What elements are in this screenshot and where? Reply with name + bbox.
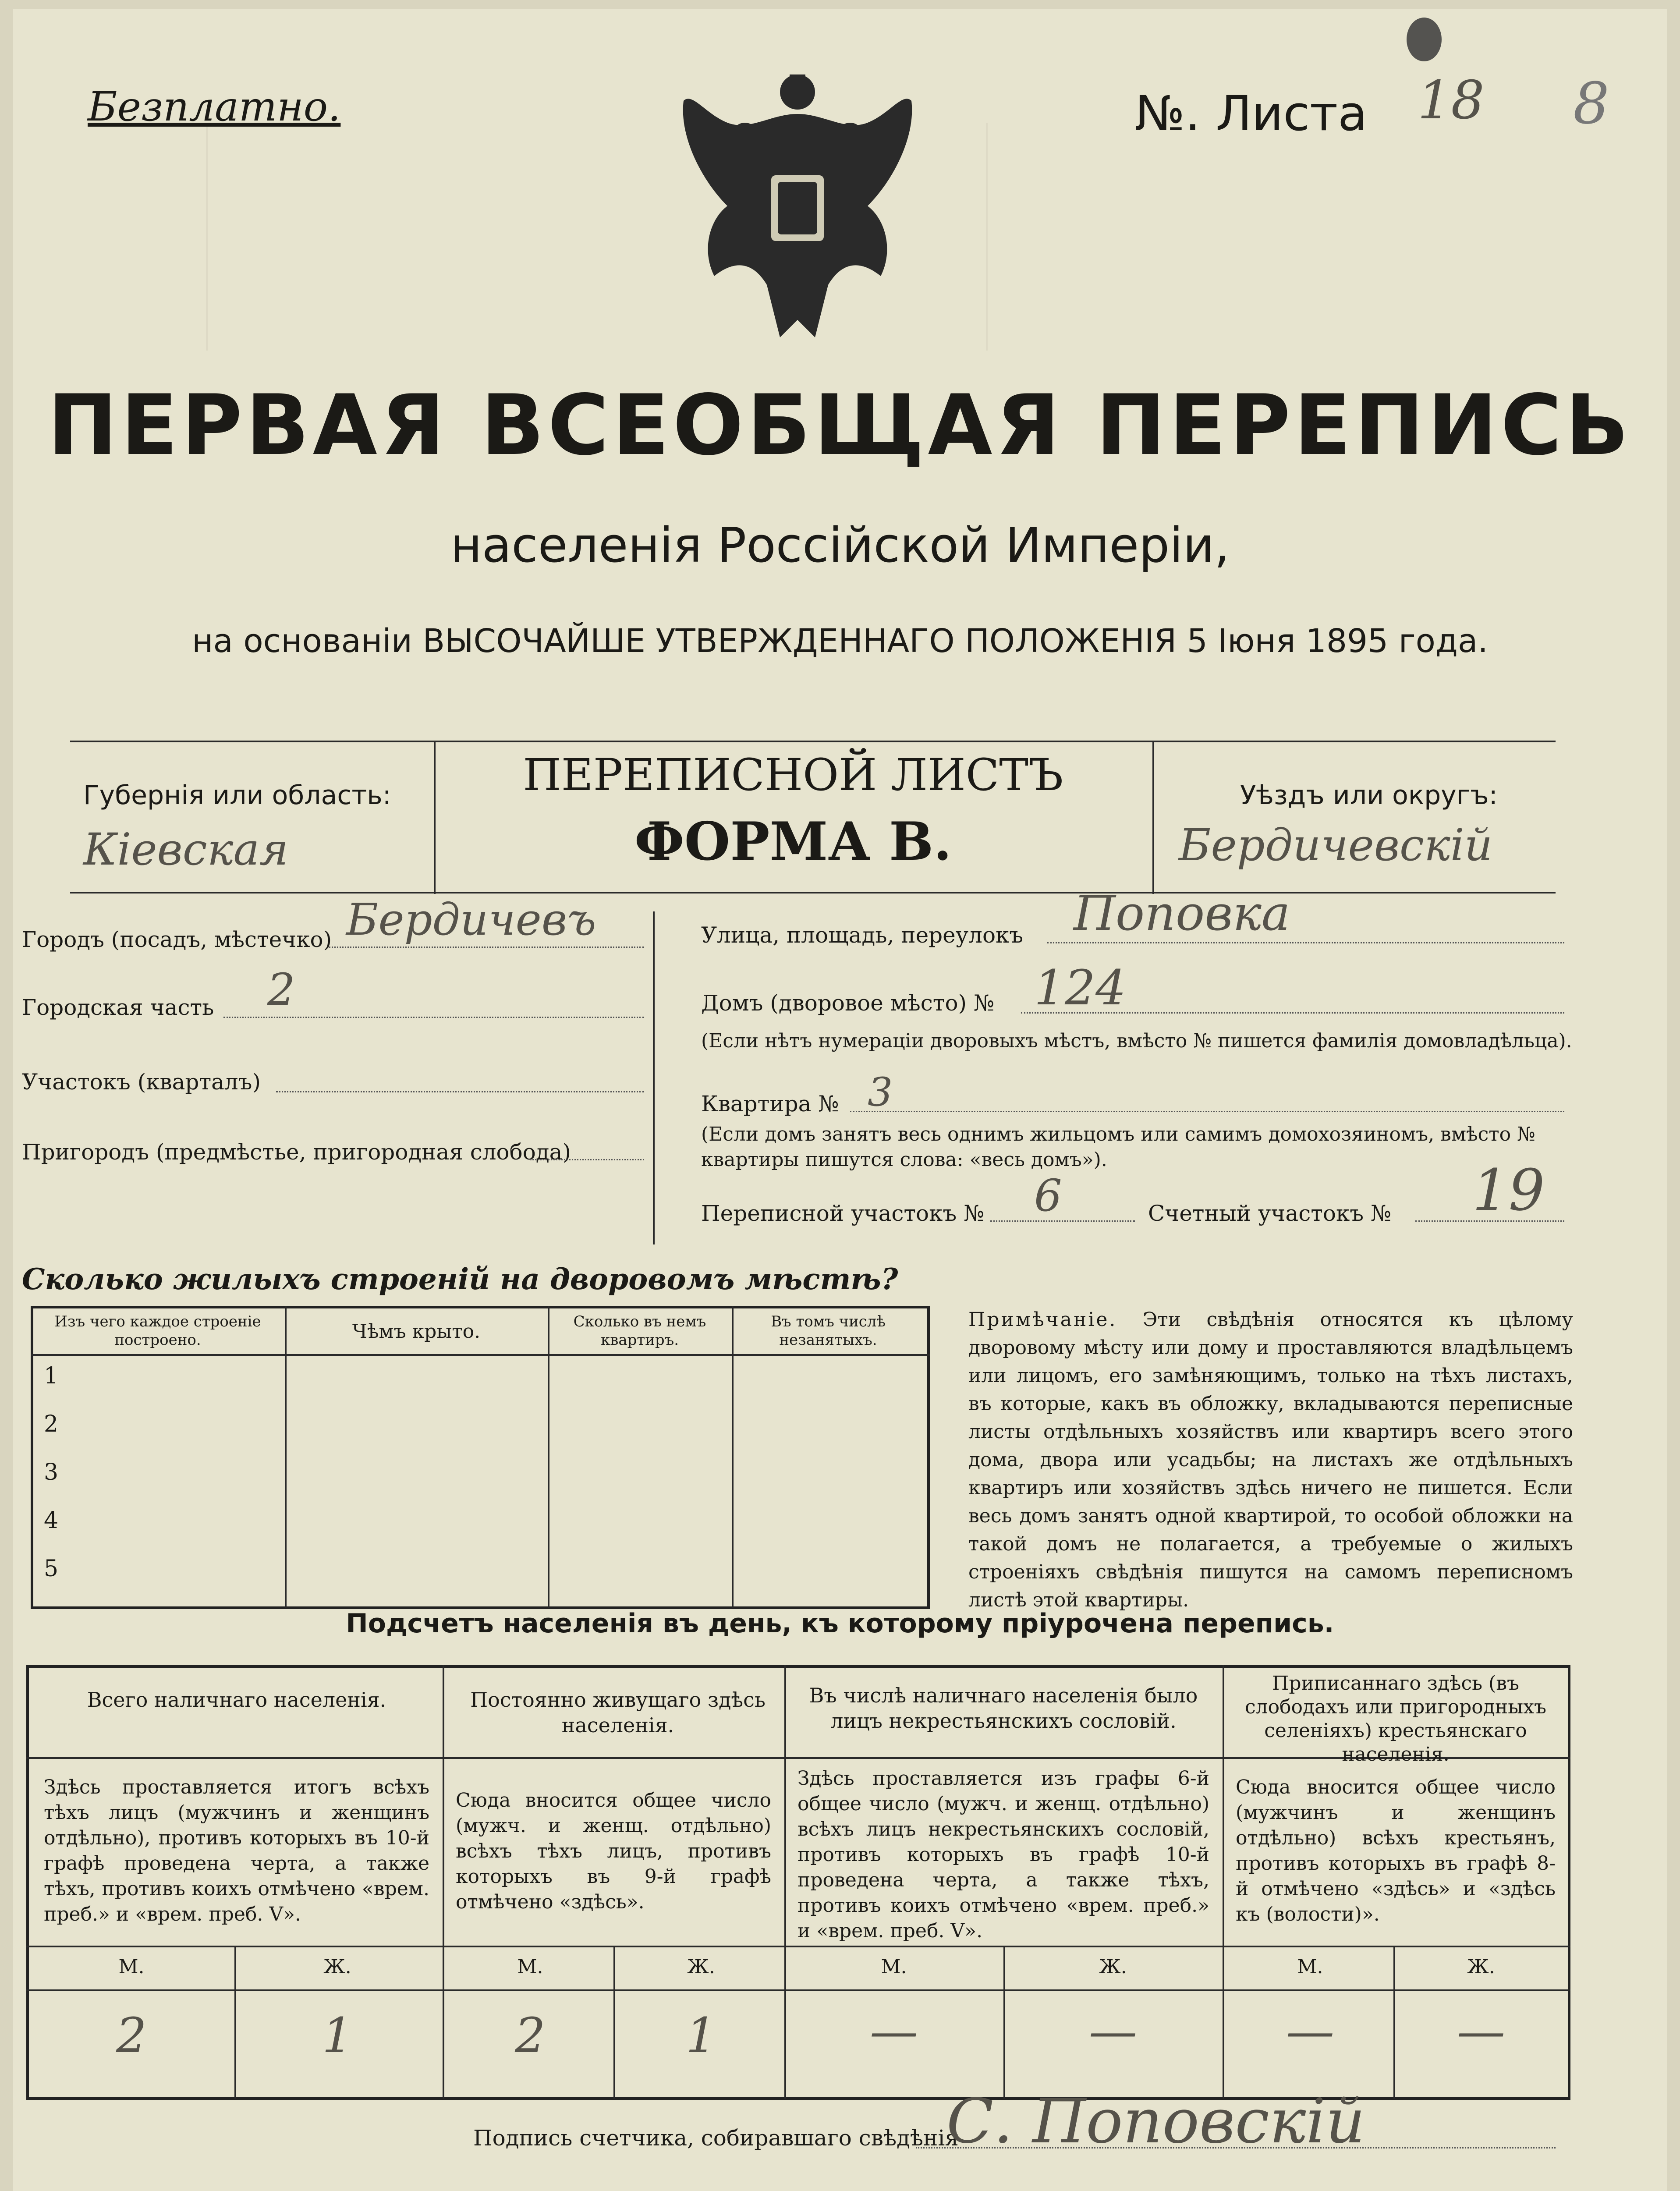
population-mf-split-1: [234, 1946, 236, 2099]
buildings-header-material: Изъ чего каждое строеніе построено.: [54, 1313, 261, 1349]
house-label: Домъ (дворовое мѣсто) №: [701, 990, 995, 1016]
census-basis: на основаніи ВЫСОЧАЙШЕ УТВЕРЖДЕННАГО ПОЛОЖЕНІЯ 5 Іюня 1895 года.: [192, 622, 1488, 660]
buildings-col-3: [732, 1306, 734, 1608]
street-value: Поповка: [1074, 885, 1290, 941]
buildings-row-number: 2: [44, 1411, 59, 1437]
imperial-eagle-emblem: [675, 74, 920, 346]
gubernia-label: Губернія или область:: [83, 780, 391, 811]
flat-value: 3: [868, 1069, 893, 1115]
city-part-value: 2: [267, 964, 295, 1015]
population-f-label: Ж.: [1099, 1956, 1127, 1978]
buildings-question: Сколько жилыхъ строеній на дворовомъ мѣстѣ?: [22, 1262, 898, 1296]
buildings-row-number: 5: [44, 1556, 59, 1582]
street-line: [1047, 942, 1564, 943]
buildings-col-1: [285, 1306, 287, 1608]
population-present-male: 2: [116, 2007, 147, 2063]
buildings-note-text: Эти свѣдѣнія относятся къ цѣлому дворовому мѣсту или дому и проставляются владѣльцемъ или лицомъ, его замѣняющимъ, только на тѣхъ листахъ, въ которые, какъ въ обложку, вкладываются переписные листы отдѣльныхъ хозяйствъ или квартиръ всего этого дома, двора или усадьбы; на листахъ же отдѣльныхъ квартиръ или хозяйствъ здѣсь ничего не пишется. Если весь домъ занятъ одной квартирой, то особой обложки на такой домъ не полагается, а требуемые о жилыхъ строеніяхъ свѣдѣнія пишутся на самомъ переписномъ листѣ этой квартиры.: [968, 1308, 1573, 1611]
flat-label: Квартира №: [701, 1091, 839, 1117]
census-area-value: 6: [1034, 1170, 1062, 1221]
population-text-resident: Сюда вносится общее число (мужч. и женщ. отдѣльно) всѣхъ тѣхъ лицъ, противъ которыхъ въ 9-й графѣ отмѣчено «здѣсь».: [456, 1789, 771, 1913]
header-rule-bottom: [70, 892, 1556, 893]
census-title: ПЕРВАЯ ВСЕОБЩАЯ ПЕРЕПИСЬ: [47, 377, 1633, 474]
city-part-label: Городская часть: [22, 995, 214, 1020]
uezd-label: Уѣздъ или округъ:: [1240, 780, 1498, 811]
buildings-header-vacant: Въ томъ числѣ незанятыхъ.: [771, 1313, 886, 1349]
free-label: Безплатно.: [88, 83, 341, 130]
sheet-number-value: 18: [1418, 70, 1485, 131]
population-col-3: [1223, 1665, 1224, 2099]
buildings-header-roof: Чѣмъ крыто.: [352, 1320, 481, 1343]
district-label: Участокъ (кварталъ): [22, 1069, 261, 1095]
population-text-rule: [26, 1946, 1570, 1947]
form-letter: ФОРМА В.: [634, 811, 952, 872]
gubernia-value: Кіевская: [83, 824, 289, 875]
buildings-header-flats: Сколько въ немъ квартиръ.: [573, 1313, 706, 1349]
population-title: Подсчетъ населенія въ день, къ которому пріурочена перепись.: [346, 1608, 1334, 1639]
flat-note: (Если домъ занятъ весь однимъ жильцомъ или самимъ домохозяиномъ, вмѣсто № квартиры пишутся слова: «весь домъ»).: [701, 1123, 1535, 1171]
population-text-present: Здѣсь проставляется итогъ всѣхъ тѣхъ лицъ (мужчинъ и женщинъ отдѣльно), противъ которыхъ въ 10-й графѣ проведена черта, а также тѣхъ, противъ коихъ отмѣчено «врем. преб.» и «врем. преб. V».: [44, 1776, 429, 1925]
city-part-line: [223, 1017, 644, 1018]
population-nonpeasant-male: —: [870, 2003, 918, 2059]
buildings-row-number: 3: [44, 1459, 59, 1485]
population-text-nonpeasant: Здѣсь проставляется изъ графы 6-й общее число (мужч. и женщ. отдѣльно) всѣхъ лицъ некрестьянскихъ сословій, противъ которыхъ въ графѣ 10-й проведена черта, а также тѣхъ, противъ коихъ отмѣчено «врем. преб.» и «врем. преб. V».: [797, 1767, 1209, 1942]
population-m-label: М.: [881, 1956, 907, 1978]
buildings-header-rule: [31, 1354, 930, 1356]
district-line: [276, 1091, 644, 1092]
population-m-label: М.: [517, 1956, 543, 1978]
buildings-col-2: [548, 1306, 549, 1608]
population-mf-split-3: [1003, 1946, 1005, 2099]
count-area-value: 19: [1472, 1157, 1545, 1223]
flat-line: [850, 1111, 1564, 1112]
suburb-label: Пригородъ (предмѣстье, пригородная слобода): [22, 1139, 571, 1165]
city-label: Городъ (посадъ, мѣстечко): [22, 927, 332, 952]
population-head-resident: Постоянно живущаго здѣсь населенія.: [470, 1688, 766, 1737]
population-text-peasant: Сюда вносится общее число (мужчинъ и женщинъ отдѣльно) всѣхъ крестьянъ, противъ которыхъ въ графѣ 8-й отмѣчено «здѣсь» и «здѣсь къ (волости)».: [1236, 1776, 1556, 1925]
population-nonpeasant-female: —: [1089, 2003, 1137, 2059]
buildings-table: [31, 1306, 930, 1609]
population-m-label: М.: [1297, 1956, 1323, 1978]
uezd-value: Бердичевскій: [1179, 819, 1493, 871]
census-sheet: [13, 9, 1667, 2191]
population-f-label: Ж.: [1467, 1956, 1495, 1978]
population-f-label: Ж.: [687, 1956, 715, 1978]
sheet-number-label: №. Листа: [1135, 85, 1368, 142]
header-divider-right: [1152, 741, 1154, 894]
census-subtitle: населенія Россійской Имперіи,: [450, 517, 1230, 573]
population-resident-female: 1: [686, 2007, 716, 2063]
population-col-2: [784, 1665, 786, 2099]
city-line: [329, 947, 644, 948]
population-m-label: М.: [118, 1956, 145, 1978]
corner-mark: 8: [1573, 70, 1609, 137]
signature-label: Подпись счетчика, собиравшаго свѣдѣнія: [473, 2125, 959, 2151]
population-present-female: 1: [322, 2007, 353, 2063]
buildings-note: [968, 1306, 1573, 1614]
city-value: Бердичевъ: [346, 894, 596, 945]
population-col-1: [443, 1665, 444, 2099]
bleed-through-right: [986, 123, 1382, 351]
population-head-peasant: Приписаннаго здѣсь (въ слободахъ или пригородныхъ селеніяхъ) крестьянскаго населенія.: [1244, 1672, 1547, 1766]
population-mf-rule: [26, 1989, 1570, 1991]
buildings-note-title: Примѣчаніе.: [968, 1308, 1117, 1331]
buildings-row-number: 4: [44, 1507, 59, 1534]
header-rule-top: [70, 741, 1556, 742]
census-area-line: [990, 1220, 1135, 1222]
census-area-label: Переписной участокъ №: [701, 1201, 985, 1226]
buildings-row-number: 1: [44, 1363, 59, 1389]
signature-value: С. Поповскій: [946, 2086, 1365, 2157]
house-note: (Если нѣтъ нумераціи дворовыхъ мѣстъ, вмѣсто № пишется фамилія домовладѣльца).: [701, 1030, 1572, 1052]
population-f-label: Ж.: [323, 1956, 351, 1978]
population-mf-split-2: [613, 1946, 615, 2099]
population-resident-male: 2: [515, 2007, 546, 2063]
form-title: ПЕРЕПИСНОЙ ЛИСТЪ: [523, 749, 1063, 801]
population-peasant-female: —: [1457, 2003, 1505, 2059]
address-divider: [653, 911, 655, 1244]
population-mf-split-4: [1393, 1946, 1395, 2099]
street-label: Улица, площадь, переулокъ: [701, 922, 1024, 948]
suburb-line: [530, 1159, 644, 1160]
population-head-present: Всего наличнаго населенія.: [87, 1688, 386, 1712]
ink-blot: [1407, 18, 1442, 61]
house-value: 124: [1034, 960, 1126, 1016]
count-area-label: Счетный участокъ №: [1148, 1201, 1392, 1226]
population-head-nonpeasant: Въ числѣ наличнаго населенія было лицъ некрестьянскихъ сословій.: [809, 1684, 1198, 1733]
population-peasant-male: —: [1286, 2003, 1334, 2059]
bleed-through-left: [206, 123, 488, 351]
